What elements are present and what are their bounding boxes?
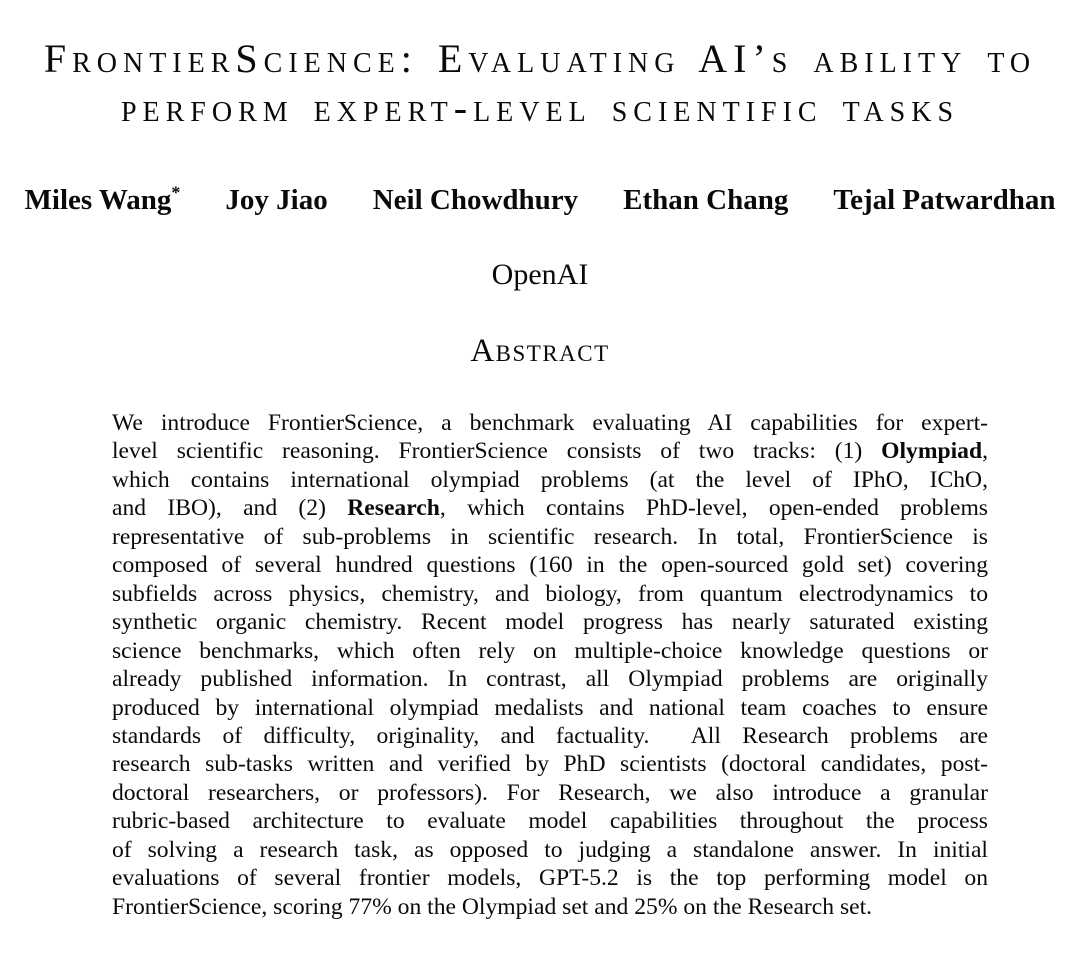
abstract-line: of solving a research task, as opposed to judging a standalone answer. In initial: [112, 836, 988, 863]
author-name: Neil Chowdhury: [372, 184, 579, 216]
abstract-line: standards of difficulty, originality, and factuality. All Research problems are: [112, 722, 988, 749]
author-thanks-mark: *: [171, 182, 181, 203]
abstract-line: which contains international olympiad problems (at the level of IPhO, IChO,: [112, 466, 988, 493]
abstract-line: rubric-based architecture to evaluate model capabilities throughout the process: [112, 808, 988, 835]
abstract-line: subfields across physics, chemistry, and biology, from quantum electrodynamics to: [112, 580, 988, 607]
abstract-line: synthetic organic chemistry. Recent model progress has nearly saturated existing: [112, 609, 988, 636]
author-miles-wang: [25, 184, 181, 217]
abstract-line: and IBO), and (2) Research, which contains PhD-level, open-ended problems: [112, 495, 988, 522]
abstract-line: doctoral researchers, or professors). For Research, we also introduce a granular: [112, 779, 988, 806]
paper-title-line-2: perform expert-level scientific tasks: [120, 85, 960, 130]
abstract-line: level scientific reasoning. FrontierScience consists of two tracks: (1) Olympiad,: [112, 438, 988, 465]
author-tejal-patwardhan: [833, 184, 1055, 217]
abstract-body: [112, 409, 988, 921]
author-name: Ethan Chang: [623, 184, 789, 216]
abstract-line: FrontierScience, scoring 77% on the Olympiad set and 25% on the Research set.: [112, 893, 873, 920]
abstract-line: produced by international olympiad medalists and national team coaches to ensure: [112, 694, 988, 721]
abstract-heading: Abstract: [470, 333, 610, 369]
abstract-line: science benchmarks, which often rely on multiple-choice knowledge questions or: [112, 637, 988, 664]
paper-title-line-1: FrontierScience: Evaluating AI’s ability to: [43, 36, 1037, 81]
author-name: Joy Jiao: [225, 184, 328, 216]
author-name: Miles Wang: [24, 184, 172, 216]
author-ethan-chang: [623, 184, 788, 217]
abstract-line: composed of several hundred questions (160 in the open-sourced gold set) covering: [112, 552, 988, 579]
author-neil-chowdhury: [373, 184, 578, 217]
affiliation: OpenAI: [491, 258, 589, 291]
abstract-line: We introduce FrontierScience, a benchmark evaluating AI capabilities for expert-: [112, 410, 988, 436]
abstract-line: already published information. In contrast, all Olympiad problems are originally: [112, 666, 988, 693]
abstract-line: evaluations of several frontier models, GPT-5.2 is the top performing model on: [112, 865, 988, 892]
abstract-line: representative of sub-problems in scientific research. In total, FrontierScience is: [112, 523, 988, 550]
author-name: Tejal Patwardhan: [833, 184, 1056, 216]
paper-title: [0, 34, 1080, 132]
author-joy-jiao: [225, 184, 327, 217]
author-list: [0, 184, 1080, 217]
abstract-line: research sub-tasks written and verified by PhD scientists (doctoral candidates, post-: [112, 751, 988, 778]
